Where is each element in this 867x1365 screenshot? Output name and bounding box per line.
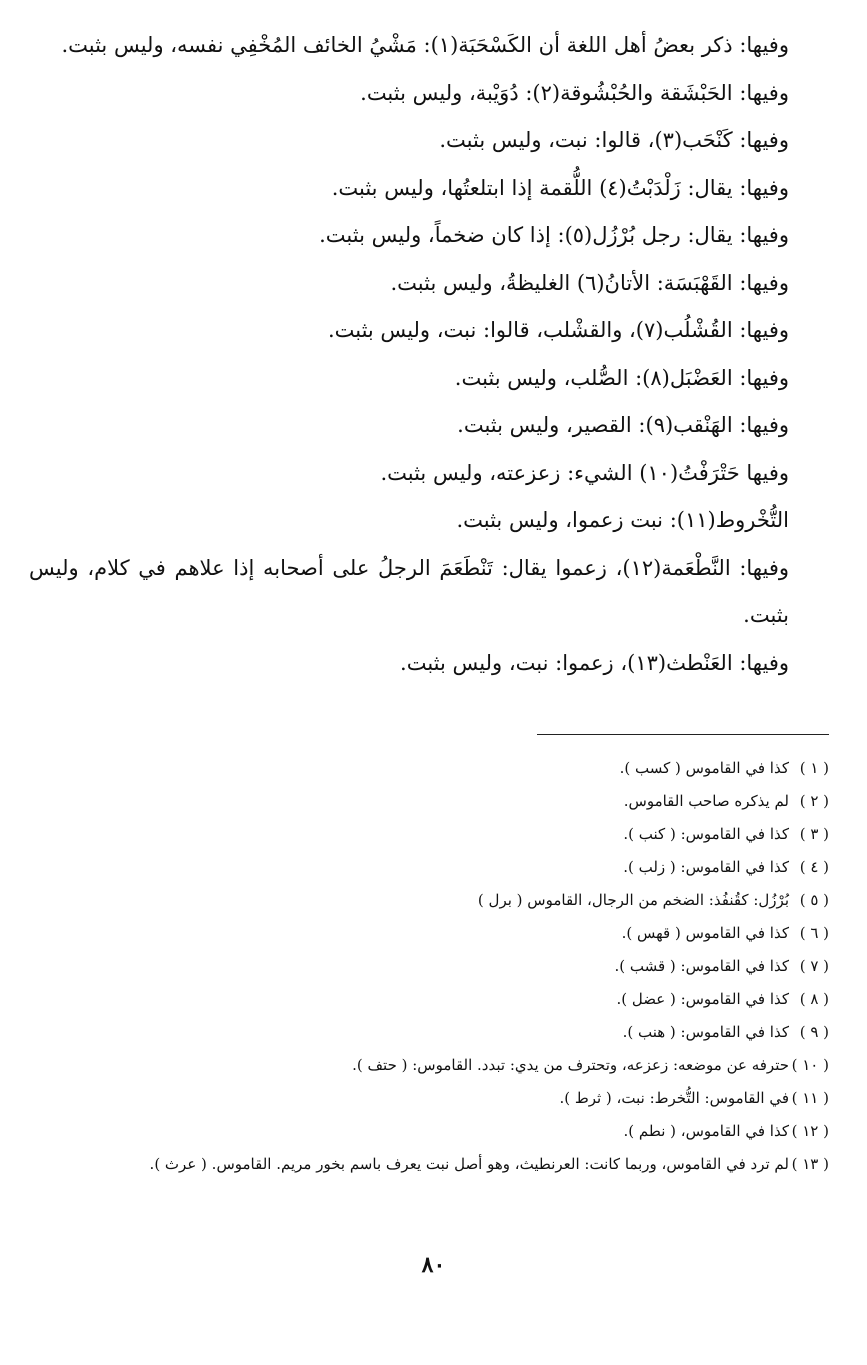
footnote-number: ( ٩ ) — [799, 1023, 829, 1041]
footnote — [29, 1082, 829, 1115]
footnote-text: كذا في القاموس ( قهس ). — [621, 924, 789, 942]
footnote-text: حترفه عن موضعه: زعزعه، وتحترف من يدي: تبدد. القاموس: ( حتف ). — [352, 1056, 789, 1074]
footnote-text: كذا في القاموس، ( نطم ). — [623, 1122, 789, 1140]
main-paragraph: وفيها: ذكر بعضُ أهل اللغة أن الكَسْحَبَة(١): مَشْيُ الخائف المُخْفِي نفسه، وليس بثبت. — [61, 33, 789, 57]
footnote-number: ( ١٣ ) — [791, 1155, 829, 1173]
main-paragraph: وفيها: العَضْبَل(٨): الصُّلب، وليس بثبت. — [454, 365, 789, 390]
footnote — [29, 950, 829, 983]
footnote — [29, 1049, 829, 1082]
main-text — [29, 22, 829, 687]
main-paragraph: وفيها: الحَبْشَقة والحُبْشُوقة(٢): دُوَيْبة، وليس بثبت. — [360, 80, 789, 105]
footnote-text: كذا في القاموس: ( عضل ). — [616, 990, 789, 1008]
footnote-text: بُرْزُل: كقُنفُذ: الضخم من الرجال، القاموس ( برل ) — [477, 891, 789, 909]
footnote — [29, 917, 829, 950]
footnote-number: ( ١٢ ) — [791, 1122, 829, 1140]
footnote-text: كذا في القاموس: ( كنب ). — [623, 825, 789, 843]
footnote-number: ( ٦ ) — [799, 924, 829, 942]
main-paragraph: وفيها: القَهْبَسَة: الأتانُ(٦) الغليظةُ، وليس بثبت. — [390, 270, 789, 295]
main-paragraph: وفيها: كَنْحَب(٣)، قالوا: نبت، وليس بثبت. — [439, 128, 789, 152]
footnote-number: ( ٤ ) — [799, 858, 829, 876]
footnote-number: ( ٨ ) — [799, 990, 829, 1008]
main-paragraph: وفيها: الهَنْقب(٩): القصير، وليس بثبت. — [457, 413, 789, 437]
footnote-number: ( ١١ ) — [791, 1089, 829, 1107]
footnote-number: ( ٢ ) — [799, 792, 829, 810]
page-number: ٨٠ — [421, 1252, 446, 1278]
footnote — [29, 752, 829, 785]
footnote — [29, 1148, 829, 1181]
main-paragraph: وفيها: يقال: زَلْدَبْتُ(٤) اللُّقمة إذا ابتلعتُها، وليس بثبت. — [331, 175, 789, 200]
main-paragraph: وفيها: العَنْطث(١٣)، زعموا: نبت، وليس بثبت. — [400, 650, 789, 675]
main-paragraph: وفيها: النَّطْعَمة(١٢)، زعموا يقال: تَنْطَعَمَ الرجلُ على أصحابه إذا علاهم في كلام، وليس بثبت. — [29, 555, 789, 627]
footnote-number: ( ١ ) — [799, 759, 829, 777]
footnote-number: ( ١٠ ) — [791, 1056, 829, 1074]
footnote-divider — [537, 734, 829, 735]
main-paragraph: وفيها حَتْرَفْتُ(١٠) الشيء: زعزعته، وليس بثبت. — [380, 460, 789, 485]
footnote — [29, 983, 829, 1016]
footnote-text: لم يذكره صاحب القاموس. — [623, 792, 789, 810]
footnote-number: ( ٧ ) — [799, 957, 829, 975]
footnote-text: كذا في القاموس ( كسب ). — [619, 759, 789, 777]
main-paragraph: التُّخْروط(١١): نبت زعموا، وليس بثبت. — [456, 508, 789, 532]
footnote-text: كذا في القاموس: ( قشب ). — [614, 957, 789, 975]
footnote-text: كذا في القاموس: ( هنب ). — [622, 1023, 789, 1041]
footnote — [29, 1016, 829, 1049]
footnote-number: ( ٥ ) — [799, 891, 829, 909]
footnote — [29, 818, 829, 851]
footnote-text: كذا في القاموس: ( زلب ). — [623, 858, 789, 876]
footnote-number: ( ٣ ) — [799, 825, 829, 843]
footnote — [29, 785, 829, 818]
footnote-text: في القاموس: التُّخرط: نبت، ( ثرط ). — [559, 1089, 789, 1107]
footnote — [29, 851, 829, 884]
footnote — [29, 884, 829, 917]
main-paragraph: وفيها: القُشْلُب(٧)، والقشْلب، قالوا: نبت، وليس بثبت. — [327, 318, 789, 342]
main-paragraph: وفيها: يقال: رجل بُرْزُل(٥): إذا كان ضخماً، وليس بثبت. — [319, 223, 789, 247]
footnotes — [29, 752, 829, 1181]
footnote — [29, 1115, 829, 1148]
footnote-text: لم ترد في القاموس، وربما كانت: العرنطيث، وهو أصل نبت يعرف باسم بخور مريم. القاموس. ( عرث ). — [149, 1155, 789, 1173]
